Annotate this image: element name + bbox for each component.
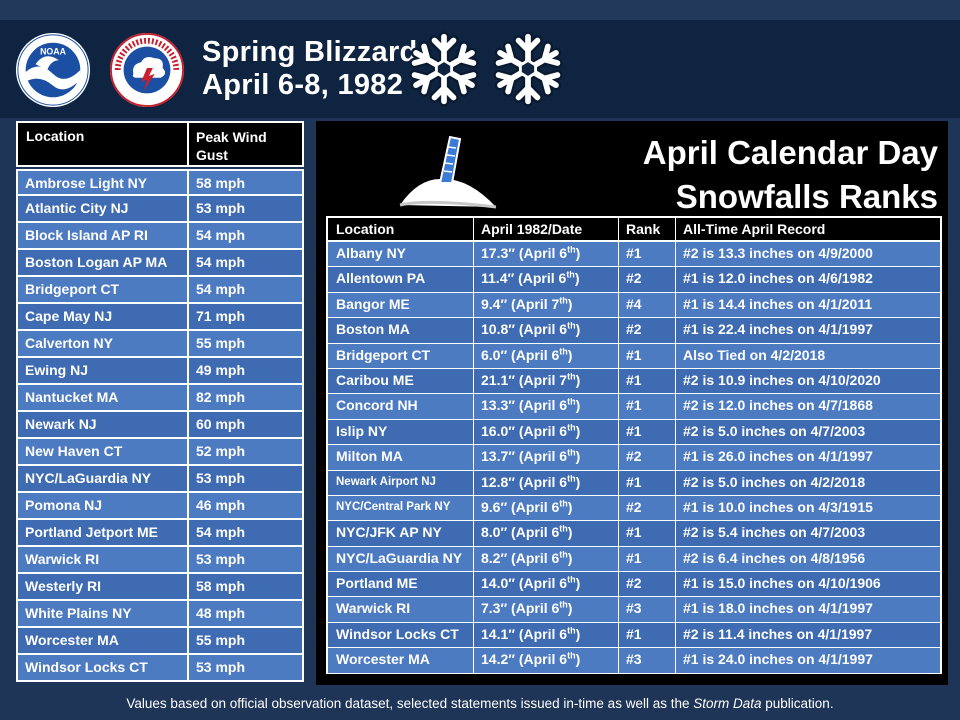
ordinal-suffix: th [559,549,568,560]
table-row [16,547,304,574]
snowfall-amount: 13.3″ (April 6 [481,397,568,414]
wind-gust-cell: 54 mph [196,254,246,270]
header-line: Peak Wind [196,129,267,145]
location-cell: Allentown PA [328,267,474,291]
table-row [326,242,942,267]
table-row [326,445,942,470]
table-row [326,293,942,318]
table-row [16,358,304,385]
table-row [326,369,942,394]
snowfall-amount: 13.7″ (April 6 [481,448,568,465]
wind-gust-cell: 53 mph [196,551,246,567]
snowfall-date-cell [474,623,619,647]
location-cell: Westerly RI [18,574,189,599]
wind-gust-cell: 71 mph [196,308,246,324]
location-cell: Boston MA [328,318,474,342]
location-cell: NYC/LaGuardia NY [328,547,474,571]
table-row [16,277,304,304]
ordinal-suffix: th [567,396,576,407]
snowfall-amount: 12.8″ (April 6 [481,473,568,490]
table-row [16,628,304,655]
page-title [202,36,418,102]
column-header-location: Location [328,218,474,240]
location-cell: Worcester MA [328,648,474,672]
record-cell: #2 is 5.0 inches on 4/7/2003 [683,422,866,439]
close-paren: ) [575,448,581,465]
snowfall-date-cell [474,648,619,672]
location-cell: Ewing NJ [18,358,189,383]
table-row [16,304,304,331]
snowfall-amount: 11.4″ (April 6 [481,270,567,287]
snowfall-date-cell [474,420,619,444]
snowfall-date-cell [474,572,619,596]
svg-text:NOAA: NOAA [40,46,66,57]
table-row [326,521,942,546]
close-paren: ) [575,422,581,439]
snowfall-date-cell [474,267,619,291]
wind-gust-cell: 54 mph [196,227,246,243]
record-cell: #1 is 12.0 inches on 4/6/1982 [683,270,873,287]
table-row [16,601,304,628]
header-line: Gust [196,147,228,163]
noaa-logo [14,31,92,109]
rank-cell: #3 [619,648,676,672]
rank-cell: #2 [619,445,676,469]
snowfall-date-cell [474,344,619,368]
footer-italic: Storm Data [693,696,762,711]
column-header-location: Location [18,123,189,165]
table-row [16,466,304,493]
peak-wind-table [16,121,304,682]
rank-cell: #1 [619,242,676,266]
location-cell: NYC/LaGuardia NY [18,466,189,491]
location-cell: Bangor ME [328,293,474,317]
table-row [16,331,304,358]
snowfall-amount: 9.4″ (April 7 [481,295,560,312]
top-strip [0,0,960,20]
snowfall-date-cell [474,521,619,545]
snowfall-amount: 9.6″ (April 6 [481,498,560,515]
location-cell: New Haven CT [18,439,189,464]
location-cell: Worcester MA [18,628,189,653]
ordinal-suffix: th [567,650,576,661]
ordinal-suffix: th [567,447,576,458]
rank-cell: #1 [619,369,676,393]
location-cell: Windsor Locks CT [18,655,189,680]
wind-gust-cell: 52 mph [196,443,246,459]
snowfall-date-cell [474,318,619,342]
wind-gust-cell: 49 mph [196,362,246,378]
close-paren: ) [567,498,573,515]
title-line-1: April Calendar Day [642,134,938,171]
title-line-2: April 6-8, 1982 [202,69,404,101]
table-header [326,216,942,242]
wind-gust-cell: 54 mph [196,281,246,297]
record-cell: #1 is 22.4 inches on 4/1/1997 [683,321,873,338]
close-paren: ) [575,397,581,414]
close-paren: ) [567,295,573,312]
record-cell: #2 is 5.0 inches on 4/2/2018 [683,473,866,490]
snowfall-amount: 14.2″ (April 6 [481,651,568,668]
location-cell: Pomona NJ [18,493,189,518]
table-row [16,520,304,547]
wind-gust-cell: 60 mph [196,416,246,432]
close-paren: ) [575,371,581,388]
record-cell: #2 is 5.4 inches on 4/7/2003 [683,524,866,541]
close-paren: ) [574,270,580,287]
record-cell: #1 is 10.0 inches on 4/3/1915 [683,498,873,515]
snowfall-date-cell [474,369,619,393]
ordinal-suffix: th [567,422,576,433]
rank-cell: #1 [619,623,676,647]
rank-cell: #1 [619,344,676,368]
record-cell: #2 is 11.4 inches on 4/1/1997 [683,625,873,642]
location-cell: Atlantic City NJ [18,196,189,221]
close-paren: ) [567,346,573,363]
column-header-date: April 1982/Date [474,218,619,240]
table-row [326,496,942,521]
table-row [326,572,942,597]
snowfall-amount: 21.1″ (April 7 [481,371,568,388]
snowfall-date-cell [474,597,619,621]
table-row [326,394,942,419]
snowfall-date-cell [474,496,619,520]
close-paren: ) [575,245,581,261]
rank-cell: #3 [619,597,676,621]
ordinal-suffix: th [567,472,576,483]
location-cell: Bridgeport CT [328,344,474,368]
ordinal-suffix: th [559,599,568,610]
location-cell: Boston Logan AP MA [18,250,189,275]
record-cell: #2 is 13.3 inches on 4/9/2000 [683,245,873,261]
location-cell: Milton MA [328,445,474,469]
snowfall-amount: 14.1″ (April 6 [481,625,568,642]
snowfall-date-cell [474,471,619,495]
record-cell: #2 is 10.9 inches on 4/10/2020 [683,371,881,388]
snowflake-icon [406,26,482,112]
table-row [326,344,942,369]
wind-rows [16,169,304,682]
wind-gust-cell: 48 mph [196,605,246,621]
rank-cell: #4 [619,293,676,317]
title-line-1: Spring Blizzard [202,36,418,68]
wind-gust-cell: 58 mph [196,175,246,191]
location-cell: Ambrose Light NY [18,171,189,194]
location-cell: Concord NH [328,394,474,418]
snow-rows [326,242,942,674]
ordinal-suffix: th [567,320,576,331]
rank-cell: #1 [619,521,676,545]
column-header-rank: Rank [619,218,676,240]
ordinal-suffix: th [567,625,576,636]
snowfall-amount: 6.0″ (April 6 [481,346,560,363]
snowfall-date-cell [474,394,619,418]
close-paren: ) [567,600,573,617]
snowfall-amount: 17.3″ (April 6 [481,245,568,261]
record-cell: #1 is 26.0 inches on 4/1/1997 [683,448,873,465]
wind-gust-cell: 55 mph [196,632,246,648]
close-paren: ) [575,321,581,338]
rank-cell: #2 [619,267,676,291]
ordinal-suffix: th [559,523,568,534]
column-header-record: All-Time April Record [683,221,826,237]
table-row [16,223,304,250]
snowfall-amount: 16.0″ (April 6 [481,422,568,439]
table-row [16,655,304,682]
header-band [0,20,960,118]
table-row [16,574,304,601]
location-cell: Warwick RI [18,547,189,572]
nws-logo [108,31,186,109]
snowfall-date-cell [474,242,619,266]
close-paren: ) [575,651,581,668]
table-row [326,623,942,648]
record-cell: #1 is 24.0 inches on 4/1/1997 [683,651,873,668]
snowfall-date-cell [474,547,619,571]
snowflake-icon [490,26,566,112]
wind-gust-cell: 46 mph [196,497,246,513]
location-cell: Cape May NJ [18,304,189,329]
record-cell: #1 is 14.4 inches on 4/1/2011 [683,295,873,312]
snowfall-amount: 10.8″ (April 6 [481,321,568,338]
table-row [326,471,942,496]
location-cell: NYC/Central Park NY [328,496,474,520]
location-cell: Nantucket MA [18,385,189,410]
close-paren: ) [575,625,581,642]
table-row [16,250,304,277]
footer-text-end: publication. [761,696,834,711]
location-cell: Block Island AP RI [18,223,189,248]
location-cell: Warwick RI [328,597,474,621]
close-paren: ) [567,549,573,566]
location-cell: Bridgeport CT [18,277,189,302]
table-row [16,385,304,412]
close-paren: ) [567,524,573,541]
location-cell: Caribou ME [328,369,474,393]
location-cell: Newark Airport NJ [328,471,474,495]
ordinal-suffix: th [567,244,576,255]
ordinal-suffix: th [559,498,568,509]
table-row [16,412,304,439]
column-header-peak-wind-gust [189,123,302,165]
table-row [16,196,304,223]
table-row [326,597,942,622]
rank-cell: #2 [619,496,676,520]
wind-gust-cell: 55 mph [196,335,246,351]
snowfall-ranks-table [326,216,942,674]
rank-cell: #1 [619,420,676,444]
snowfall-date-cell [474,445,619,469]
table-row [16,493,304,520]
rank-cell: #1 [619,471,676,495]
rank-cell: #1 [619,394,676,418]
location-cell: Albany NY [328,242,474,266]
wind-gust-cell: 54 mph [196,524,246,540]
location-cell: Newark NJ [18,412,189,437]
record-cell: Also Tied on 4/2/2018 [683,346,826,363]
table-row [326,420,942,445]
snow-gauge-icon [398,127,498,215]
snowfall-amount: 14.0″ (April 6 [481,575,568,592]
location-cell: Portland Jetport ME [18,520,189,545]
location-cell: White Plains NY [18,601,189,626]
record-cell: #1 is 15.0 inches on 4/10/1906 [683,575,881,592]
location-cell: NYC/JFK AP NY [328,521,474,545]
location-cell: Windsor Locks CT [328,623,474,647]
footer-note [0,690,960,720]
table-header [16,121,304,167]
table-row [326,648,942,673]
wind-gust-cell: 58 mph [196,578,246,594]
record-cell: #2 is 12.0 inches on 4/7/1868 [683,397,873,414]
snowfall-amount: 8.2″ (April 6 [481,549,560,566]
snowfall-ranks-title [643,131,938,219]
footer-text: Values based on official observation dataset, selected statements issued in-time as well as the [126,696,694,711]
wind-gust-cell: 53 mph [196,200,246,216]
location-cell: Calverton NY [18,331,189,356]
rank-cell: #2 [619,318,676,342]
record-cell: #1 is 18.0 inches on 4/1/1997 [683,600,873,617]
snowfall-amount: 8.0″ (April 6 [481,524,560,541]
snowfall-date-cell [474,293,619,317]
table-row [16,169,304,196]
rank-cell: #1 [619,547,676,571]
location-cell: Islip NY [328,420,474,444]
wind-gust-cell: 53 mph [196,470,246,486]
ordinal-suffix: th [559,345,568,356]
close-paren: ) [575,473,581,490]
ordinal-suffix: th [559,295,568,306]
table-row [326,547,942,572]
ordinal-suffix: th [566,269,575,280]
table-row [326,267,942,292]
close-paren: ) [575,575,581,592]
location-cell: Portland ME [328,572,474,596]
ordinal-suffix: th [567,371,576,382]
rank-cell: #2 [619,572,676,596]
table-row [326,318,942,343]
wind-gust-cell: 82 mph [196,389,246,405]
table-row [16,439,304,466]
record-cell: #2 is 6.4 inches on 4/8/1956 [683,549,866,566]
snowfall-amount: 7.3″ (April 6 [481,600,560,617]
title-line-2: Snowfalls Ranks [675,178,938,215]
ordinal-suffix: th [567,574,576,585]
wind-gust-cell: 53 mph [196,659,246,675]
snowfall-panel [316,121,948,685]
